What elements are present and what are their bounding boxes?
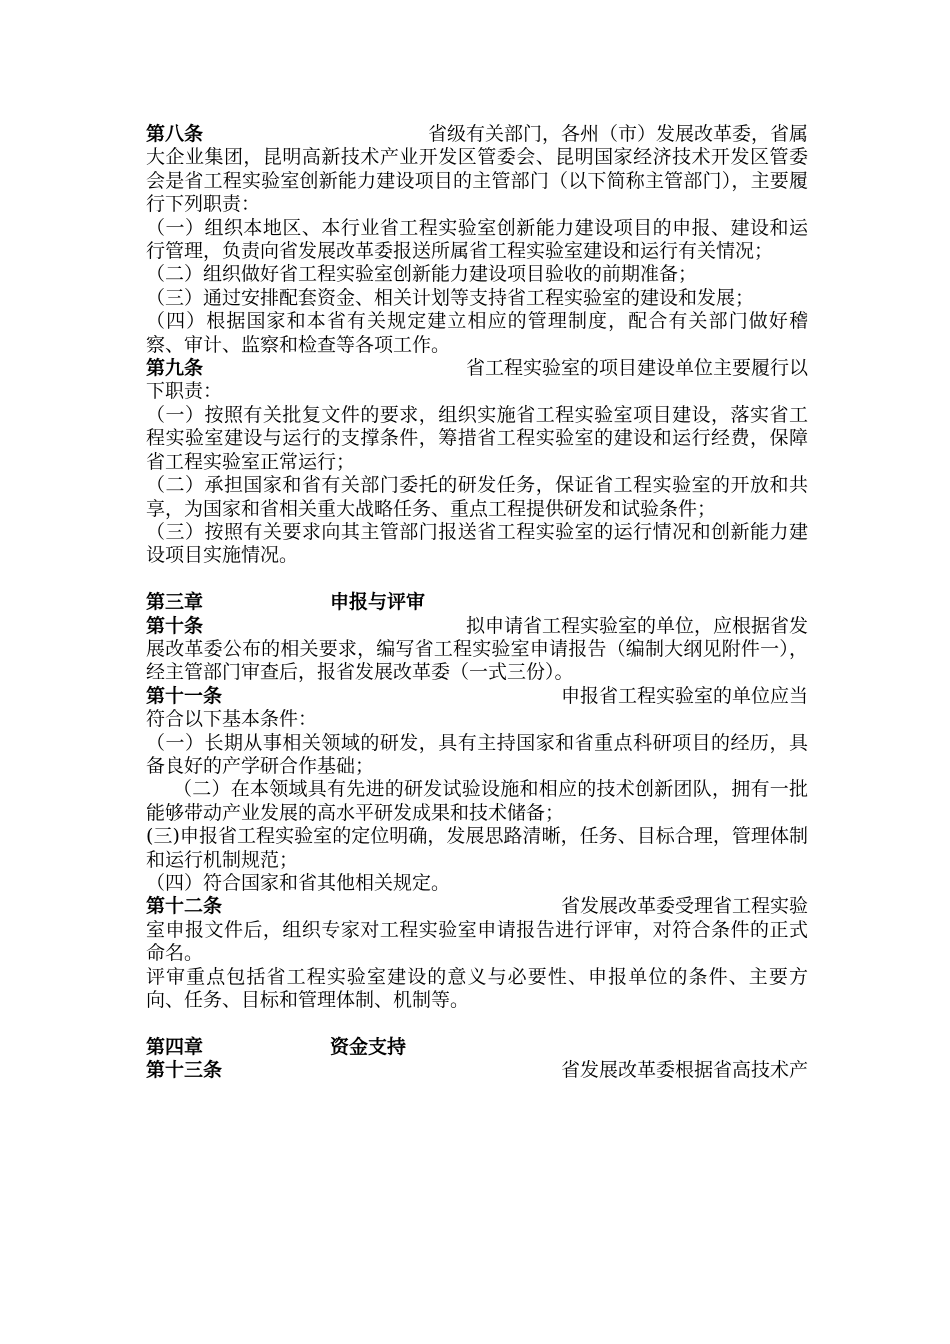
article-label: 第十二条 [146,895,223,918]
chapter-4-heading [146,1036,808,1059]
article-lead: 省级有关部门，各州（市）发展改革委，省属 [427,123,808,145]
chapter-number: 第四章 [146,1035,204,1058]
article-9-heading [146,357,808,380]
article-10-heading [146,615,808,638]
article-11-heading [146,685,808,708]
chapter-3-heading [146,591,808,614]
article-9-item-3: （三）按照有关要求向其主管部门报送省工程实验室的运行情况和创新能力建设项目实施情况。 [146,520,808,567]
article-8-item-2: （二）组织做好省工程实验室创新能力建设项目验收的前期准备； [146,263,698,286]
article-label: 第十一条 [146,684,223,707]
article-11-body: 符合以下基本条件： [146,708,318,731]
chapter-title: 申报与评审 [330,591,426,614]
article-label: 第九条 [146,357,204,380]
article-label: 第十条 [146,614,204,637]
article-12-body: 室申报文件后，组织专家对工程实验室申请报告进行评审，对符合条件的正式命名。 [146,918,808,965]
article-8-item-1: （一）组织本地区、本行业省工程实验室创新能力建设项目的申报、建设和运行管理，负责向省发展改革委报送所属省工程实验室建设和运行有关情况； [146,216,808,263]
article-8-body: 大企业集团，昆明高新技术产业开发区管委会、昆明国家经济技术开发区管委会是省工程实验室创新能力建设项目的主管部门（以下简称主管部门），主要履行下列职责： [146,146,808,216]
article-lead: 省工程实验室的项目建设单位主要履行以 [465,357,808,380]
article-13-heading [146,1059,808,1082]
chapter-title: 资金支持 [330,1035,407,1058]
article-11-item-2: （二）在本领域具有先进的研发试验设施和相应的技术创新团队，拥有一批能够带动产业发展的高水平研发成果和技术储备； [146,778,808,824]
article-label: 第十三条 [146,1059,223,1082]
article-label: 第八条 [146,123,204,145]
article-11-item-4: （四）符合国家和省其他相关规定。 [146,871,451,894]
spacer [146,1012,808,1035]
article-11-item-1: （一）长期从事相关领域的研发，具有主持国家和省重点科研项目的经历，具备良好的产学研合作基础； [146,731,808,777]
article-lead: 省发展改革委根据省高技术产 [560,1059,808,1082]
article-8-item-4: （四）根据国家和本省有关规定建立相应的管理制度，配合有关部门做好稽察、审计、监察和检查等各项工作。 [146,310,808,356]
article-9-item-2: （二）承担国家和省有关部门委托的研发任务，保证省工程实验室的开放和共享，为国家和省相关重大战略任务、重点工程提供研发和试验条件； [146,474,808,520]
article-10-body: 展改革委公布的相关要求，编写省工程实验室申请报告（编制大纲见附件一），经主管部门审查后，报省发展改革委（一式三份）。 [146,637,808,684]
article-lead: 拟申请省工程实验室的单位，应根据省发 [465,614,808,637]
article-8-item-3: （三）通过安排配套资金、相关计划等支持省工程实验室的建设和发展； [146,286,755,309]
document-text [146,123,808,1083]
spacer [146,568,808,591]
article-12-extra: 评审重点包括省工程实验室建设的意义与必要性、申报单位的条件、主要方向、任务、目标和管理体制、机制等。 [146,965,808,1012]
article-8-heading [146,123,808,146]
article-9-body: 下职责： [146,380,223,403]
article-12-heading [146,895,808,918]
article-lead: 省发展改革委受理省工程实验 [560,895,808,918]
chapter-number: 第三章 [146,591,204,614]
article-11-item-3: (三)申报省工程实验室的定位明确，发展思路清晰，任务、目标合理，管理体制和运行机制规范； [146,825,808,871]
article-lead: 申报省工程实验室的单位应当 [560,684,808,707]
article-9-item-1: （一）按照有关批复文件的要求，组织实施省工程实验室项目建设，落实省工程实验室建设与运行的支撑条件，筹措省工程实验室的建设和运行经费，保障省工程实验室正常运行； [146,403,808,473]
